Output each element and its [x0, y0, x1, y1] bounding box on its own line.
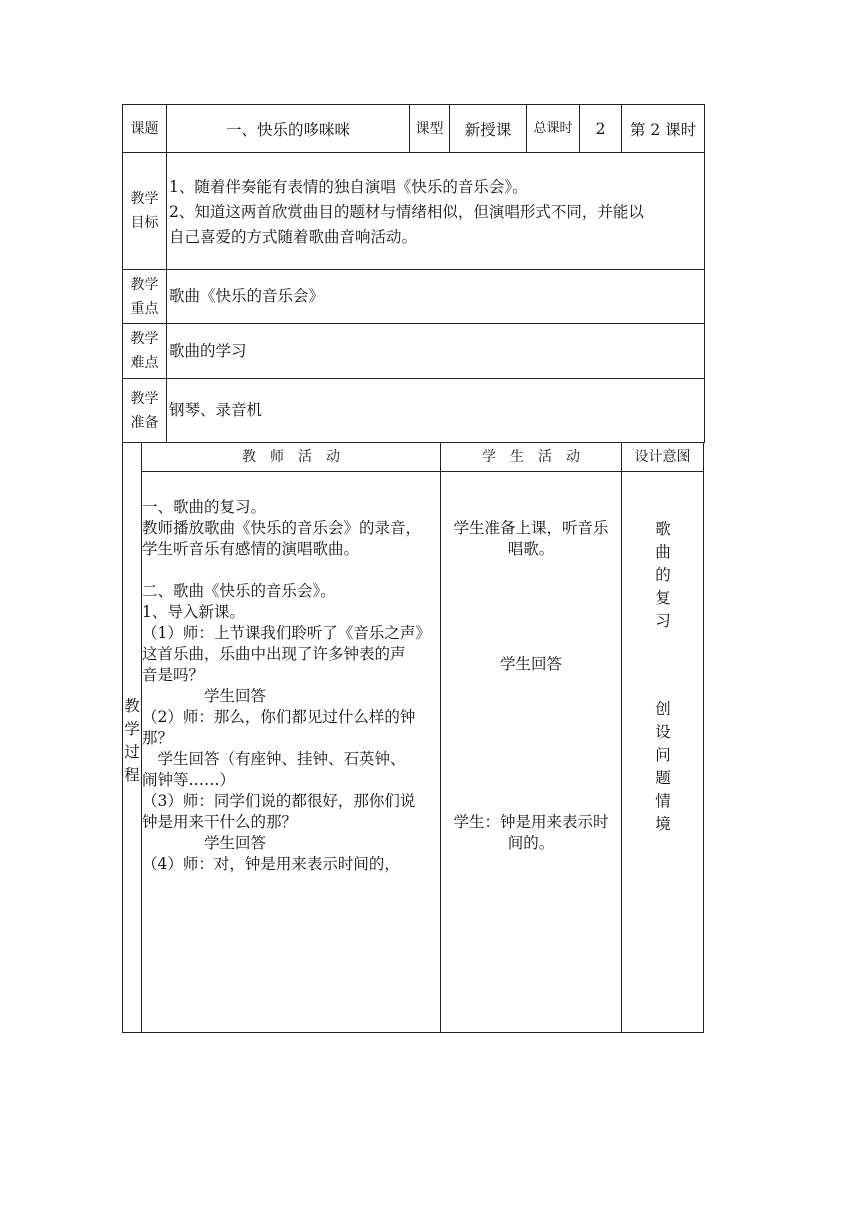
- intent-column-header: 设计意图: [634, 449, 691, 465]
- teacher-line: 闹钟等……）: [142, 771, 236, 789]
- grid-line: [703, 443, 704, 1033]
- goals-label: 教学目标: [123, 153, 167, 270]
- student-activity-3: [441, 812, 621, 854]
- teacher-line: （3）师：同学们说的都很好，那你们说: [142, 792, 416, 810]
- teacher-line: 学生回答（有座钟、挂钟、石英钟、: [142, 750, 406, 768]
- focus-row: [123, 270, 705, 324]
- teacher-line: 一、歌曲的复习。: [142, 498, 267, 516]
- grid-line: [141, 471, 704, 472]
- difficulty-value: 歌曲的学习: [167, 324, 705, 379]
- teacher-column-header: 教 师 活 动: [242, 449, 340, 465]
- type-label: 课型: [410, 105, 450, 153]
- teacher-line: 学生回答: [142, 687, 267, 705]
- goal-line-3: 自己喜爱的方式随着歌曲音响活动。: [169, 228, 418, 246]
- student-activity-1: [441, 518, 621, 560]
- teacher-line: 钟是用来干什么的那？: [142, 813, 298, 831]
- focus-label: 教学重点: [123, 270, 167, 324]
- teacher-line: 那？: [142, 729, 174, 747]
- goals-row: [123, 153, 705, 270]
- student-column-header: 学 生 活 动: [482, 449, 580, 465]
- intent-2: 创设问题情境: [655, 700, 671, 833]
- process-side-label: 教学过程: [124, 697, 140, 784]
- prep-value: 钢琴、录音机: [167, 379, 705, 443]
- total-value: 2: [580, 105, 622, 153]
- goal-line-2: 2、知道这两首欣赏曲目的题材与情绪相似，但演唱形式不同，并能以: [169, 203, 644, 221]
- grid-line: [122, 1032, 704, 1033]
- lesson-header-table: [122, 104, 705, 443]
- teacher-line: 二、歌曲《快乐的音乐会》。: [142, 582, 336, 600]
- topic-row: [123, 105, 705, 153]
- student-activity-2: 学生回答: [499, 655, 562, 673]
- student-line: 学生：钟是用来表示时: [453, 813, 609, 831]
- prep-label: 教学准备: [123, 379, 167, 443]
- process-section: [122, 443, 704, 1033]
- teacher-line-blank: [142, 560, 440, 581]
- teacher-line: （4）师：对，钟是用来表示时间的，: [142, 855, 400, 873]
- teacher-line: 这首乐曲，乐曲中出现了许多钟表的声: [142, 645, 406, 663]
- teacher-line: （2）师：那么，你们都见过什么样的钟: [142, 708, 416, 726]
- total-label: 总课时: [527, 105, 580, 153]
- teacher-line: 学生听音乐有感情的演唱歌曲。: [142, 540, 360, 558]
- topic-value: 一、快乐的哆咪咪: [167, 105, 410, 153]
- student-line: 学生准备上课，听音乐: [453, 519, 609, 537]
- student-line: 唱歌。: [507, 540, 555, 558]
- grid-line: [621, 443, 622, 1033]
- difficulty-row: [123, 324, 705, 379]
- intent-1: 歌曲的复习: [655, 520, 671, 630]
- type-value: 新授课: [450, 105, 527, 153]
- prep-row: [123, 379, 705, 443]
- goal-line-1: 1、随着伴奏能有表情的独自演唱《快乐的音乐会》。: [169, 178, 528, 196]
- teacher-line: （1）师：上节课我们聆听了《音乐之声》: [142, 624, 431, 642]
- teacher-line: 1、导入新课。: [142, 603, 245, 621]
- teacher-line: 学生回答: [142, 834, 267, 852]
- teacher-line: 教师播放歌曲《快乐的音乐会》的录音，: [142, 519, 422, 537]
- teacher-line: 音是吗？: [142, 666, 205, 684]
- topic-label: 课题: [123, 105, 167, 153]
- difficulty-label: 教学难点: [123, 324, 167, 379]
- teacher-activities: [142, 497, 440, 875]
- lesson-value: 第 2 课时: [622, 105, 705, 153]
- goals-value: [167, 153, 705, 270]
- student-line: 间的。: [507, 834, 555, 852]
- focus-value: 歌曲《快乐的音乐会》: [167, 270, 705, 324]
